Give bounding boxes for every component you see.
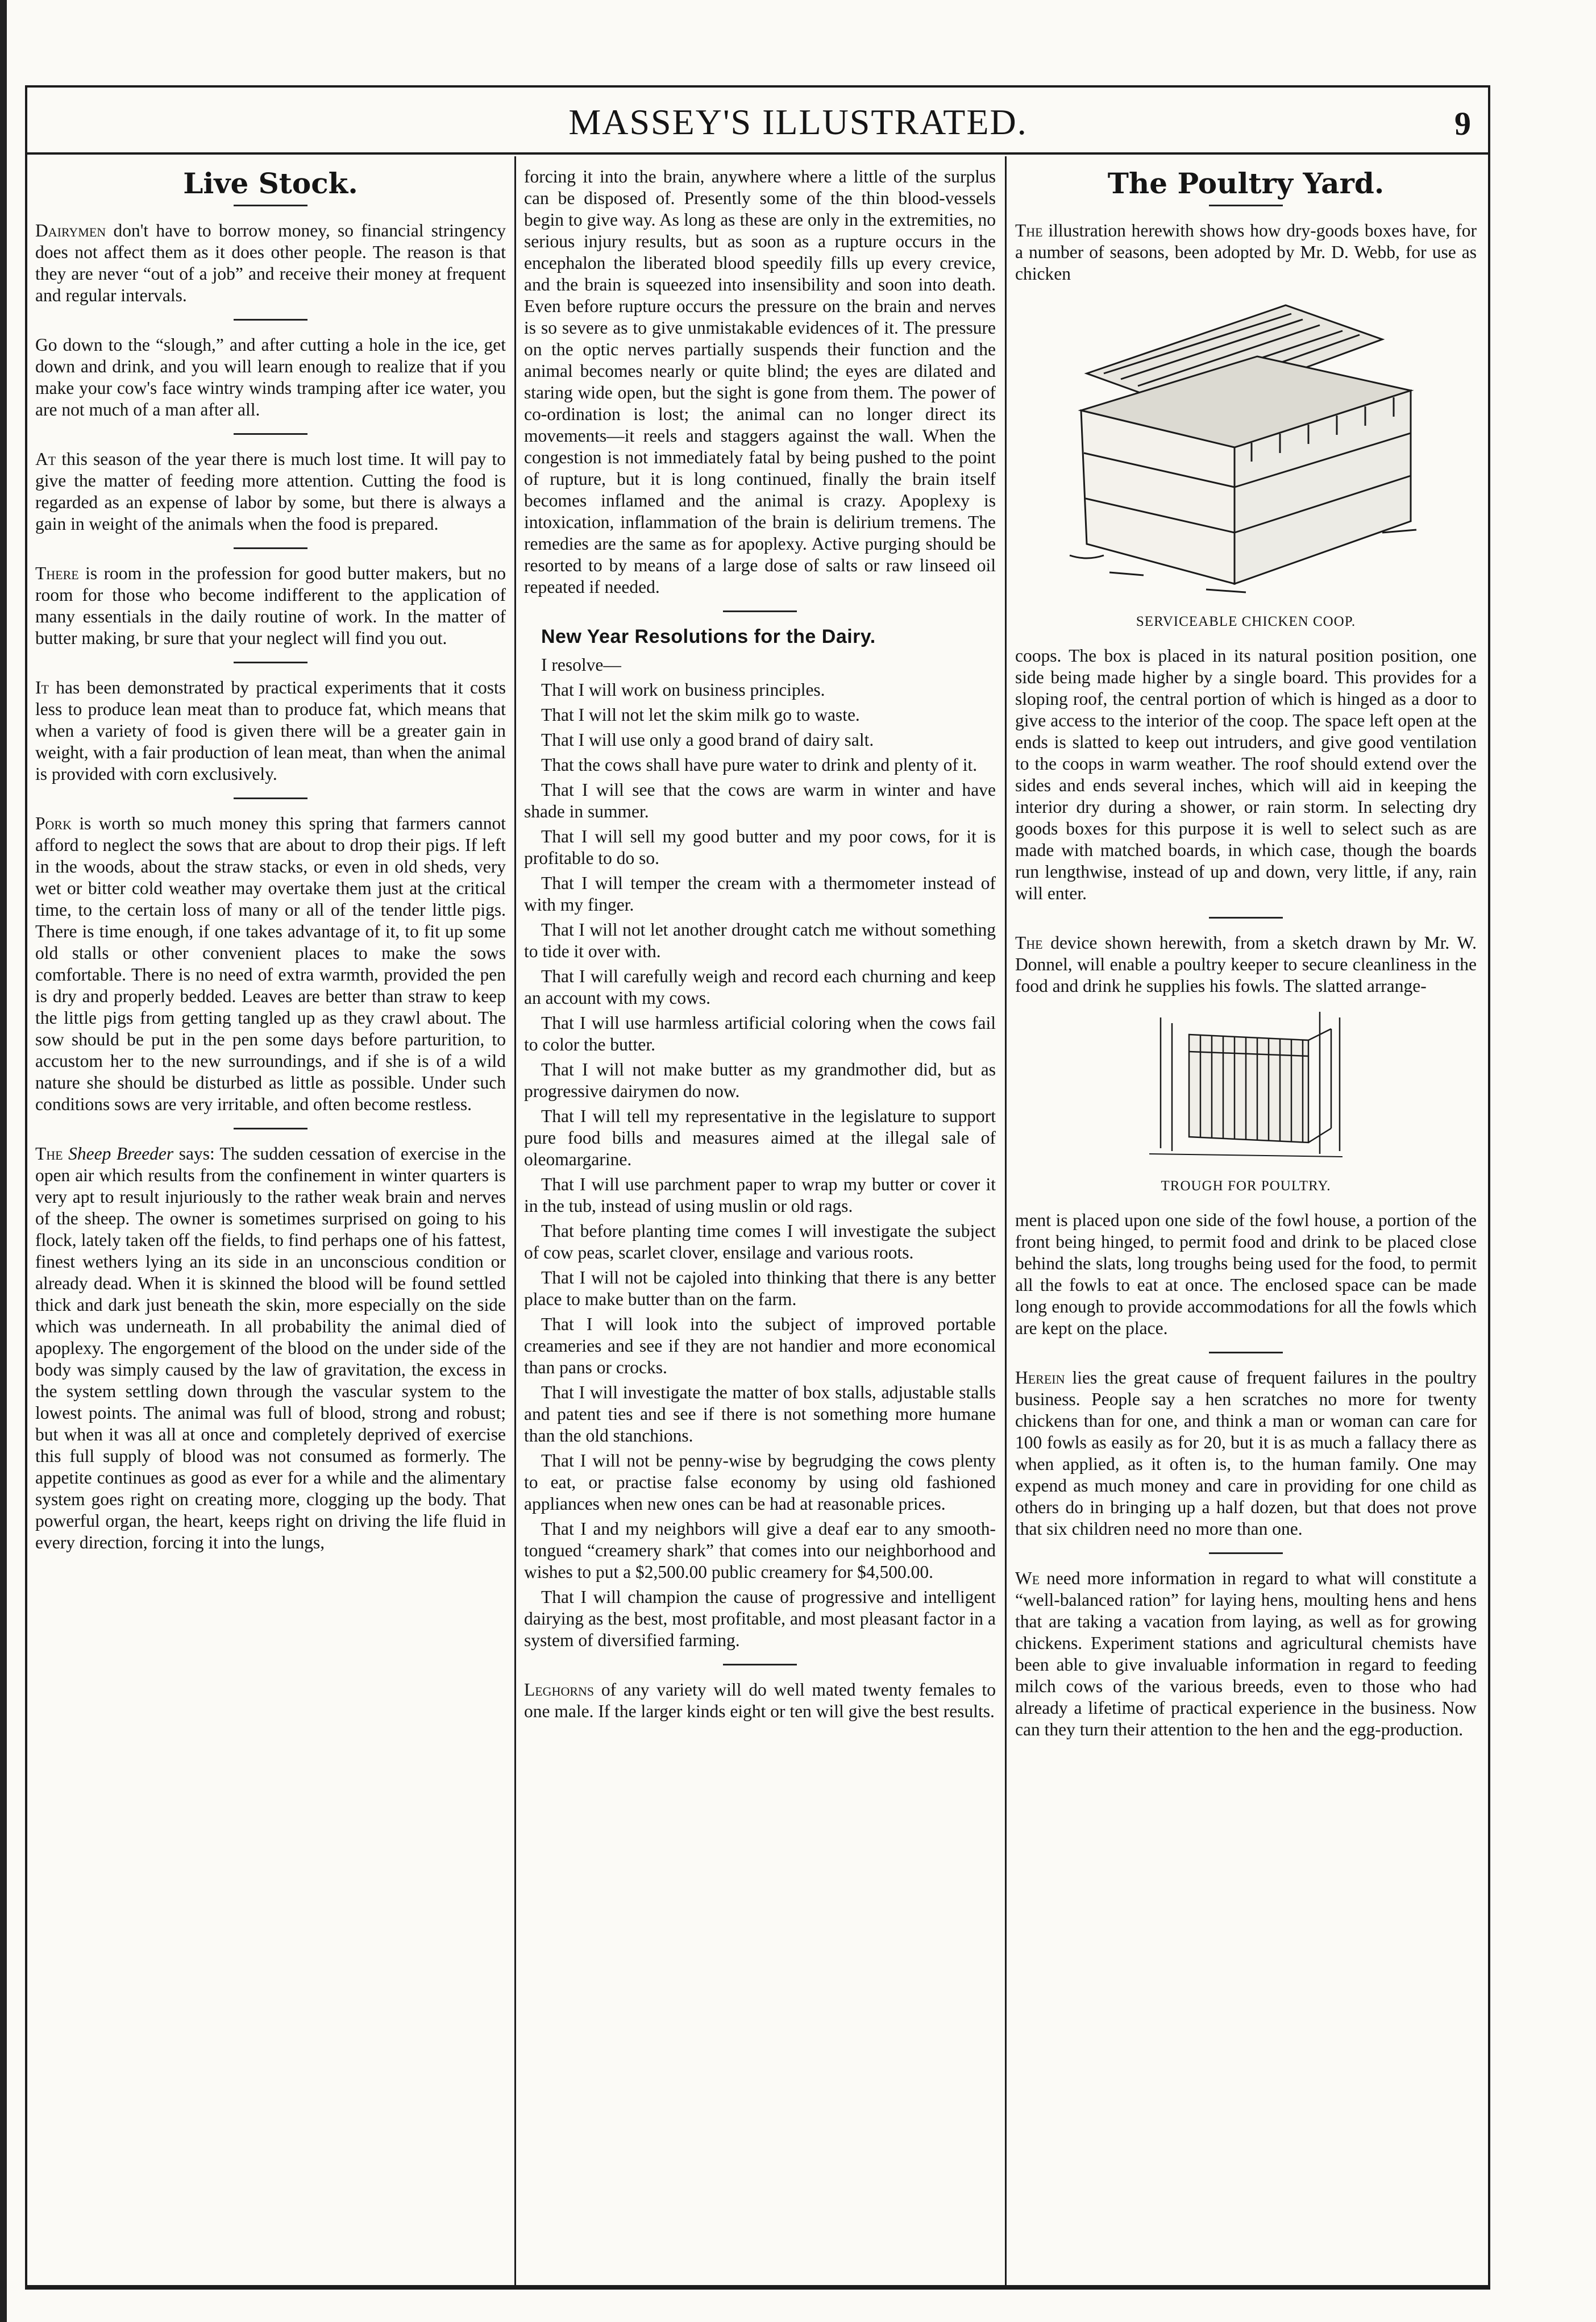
paragraph-dairymen: Dairymen don't have to borrow money, so financial stringency does not affect them as it does other people. The reason is that they are never “out of a job” and receive their money at frequent and regular intervals. [35, 221, 506, 305]
resolution-item: That the cows shall have pure water to drink and plenty of it. [541, 755, 978, 775]
divider [234, 662, 307, 663]
resolution-item: That I will not be penny-wise by begrudging the cows plenty to eat, or practise false economy by using old fashioned appliances when new ones can be had at reasonable prices. [524, 1451, 996, 1514]
chicken-coop-illustration [1064, 288, 1428, 607]
column-dairy [524, 166, 996, 2281]
resolutions-list [524, 654, 996, 1651]
paragraph-trough-intro: The device shown herewith, from a sketch drawn by Mr. W. Donnel, will enable a poultry keeper to secure cleanliness in the food and drink he supplies his fowls. The slatted arrange- [1015, 933, 1477, 996]
resolution-item: That I will not make butter as my grandmother did, but as progressive dairymen do now. [524, 1060, 996, 1101]
resolution-item: That I will work on business principles. [541, 680, 825, 700]
caption-trough: TROUGH FOR POULTRY. [1161, 1178, 1331, 1194]
resolution-item: That I will use harmless artificial coloring when the cows fail to color the butter. [524, 1013, 996, 1054]
divider [234, 547, 307, 549]
section-heading-poultry-yard: The Poultry Yard. [1107, 167, 1385, 200]
divider [723, 1664, 797, 1665]
column-rule-2 [1005, 156, 1007, 2285]
divider [1209, 1352, 1283, 1353]
masthead-rule [25, 152, 1490, 155]
paragraph-chicken-coop-details: coops. The box is placed in its natural position position, one side being made higher by a single board. This provides for a sloping roof, the central portion of which is hinged as a door to give access to the interior of the coop. The space left open at the ends is slatted to keep out intruders, and give good ventilation to the coops in warm weather. The roof should extend over the sides and ends several inches, which will aid in keeping the interior dry during a shower, or rain storm. In selecting dry goods boxes for this purpose it is well to select such as are made with matched boards, in which case, though the boards run lengthwise, instead of up and down, very little, if any, rain will enter. [1015, 646, 1477, 903]
divider [1209, 917, 1283, 919]
resolution-item: That I will temper the cream with a thermometer instead of with my finger. [524, 873, 996, 915]
resolution-item: That I will tell my representative in the legislature to support pure food bills and measures aimed at the illegal sale of oleomargarine. [524, 1106, 996, 1169]
paragraph-pork: Pork is worth so much money this spring that farmers cannot afford to neglect the sows that are about to drop their pigs. If left in the woods, about the straw stacks, or even in old sheds, very wet or bitter cold weather may overtake them just at the critical time, to the certain loss of many or all of the tender little pigs. There is time enough, if one takes advantage of it, to fit up some old stalls or other convenient places to make the sows comfortable. There is no need of extra warmth, provided the pen is dry and properly bedded. Leaves are better than straw to keep the little pigs from getting tangled up as they crawl about. The sow should be put in the pen some days before parturition, to accustom her to the new surroundings, and if she is of a wild nature she should be disturbed as little as possible. Under such conditions sows are very irritable, and often become restless. [35, 813, 506, 1114]
column-rule-1 [514, 156, 516, 2285]
paragraph-slough: Go down to the “slough,” and after cutting a hole in the ice, get down and drink, and you will learn enough to realize that if you make your cow's face wintry winds tramping after ice water, you are not much of a man after all. [35, 335, 506, 419]
resolution-item: That I and my neighbors will give a deaf ear to any smooth-tongued “creamery shark” that comes into our neighborhood and wishes to put a $2,500.00 public creamery for $4,500.00. [524, 1519, 996, 1582]
poultry-trough-illustration [1138, 1000, 1354, 1171]
resolution-item: That I will use only a good brand of dairy salt. [541, 730, 874, 750]
section-heading-live-stock: Live Stock. [183, 167, 358, 200]
resolution-item: That before planting time comes I will investigate the subject of cow peas, scarlet clover, ensilage and various roots. [524, 1221, 996, 1262]
resolution-item: That I will sell my good butter and my poor cows, for it is profitable to do so. [524, 826, 996, 868]
column-poultry-yard [1015, 166, 1477, 2281]
masthead-title: MASSEY'S ILLUSTRATED. [568, 102, 1028, 142]
resolution-item: That I will carefully weigh and record each churning and keep an account with my cows. [524, 966, 996, 1008]
resolution-item: That I will not be cajoled into thinking that there is any better place to make butter than on the farm. [524, 1268, 996, 1309]
resolution-item: That I will investigate the matter of box stalls, adjustable stalls and patent ties and see if there is not something more humane than the old stanchions. [524, 1382, 996, 1445]
paragraph-sheep-breeder: The Sheep Breeder says: The sudden cessation of exercise in the open air which results from the confinement in winter quarters is very apt to result injuriously to the rather weak brain and nerves of the sheep. The owner is sometimes surprised on going to his flock, lately taken off the fields, to find perhaps one of his fattest, finest wethers lying an its side in an unconscious condition or already dead. When it is skinned the blood will be found settled thick and dark just beneath the skin, more especially on the side which was underneath. In all probability the animal died of apoplexy. The engorgement of the blood on the under side of the body was simply caused by the law of gravitation, the excess in the system settling down through the vascular system to the lowest points. The animal was full of blood, strong and robust; but when it was all at once and completely deprived of exercise this full supply of blood was not consumed as formerly. The appetite continues as good as ever for a while and the alimentary system goes right on creating more, clogging up the body. That powerful organ, the heart, keeps right on driving the life fluid in every direction, forcing it into the lungs, [35, 1144, 506, 1552]
page-number: 9 [1454, 105, 1471, 142]
paragraph-chicken-coop-intro: The illustration herewith shows how dry-goods boxes have, for a number of seasons, been adopted by Mr. D. Webb, for use as chicken [1015, 221, 1477, 284]
divider [234, 797, 307, 799]
paragraph-leghorns: Leghorns of any variety will do well mated twenty females to one male. If the larger kinds eight or ten will give the best results. [524, 1680, 996, 1721]
binding-edge [0, 0, 7, 2322]
paragraph-trough-details: ment is placed upon one side of the fowl house, a portion of the front being hinged, to permit food and drink to be placed close behind the slats, long troughs being used for the food, to permit all the fowls to eat at once. The enclosed space can be made long enough to provide accommodations for all the fowls which are kept on the place. [1015, 1210, 1477, 1338]
resolution-item: That I will not let the skim milk go to waste. [541, 705, 860, 725]
divider [1209, 205, 1283, 206]
resolve-intro: I resolve— [541, 655, 621, 675]
paragraph-herein: Herein lies the great cause of frequent failures in the poultry business. People say a hen scratches no more for twenty chickens than for one, and think a man or woman can care for 100 fowls as easily as for 20, but it is as much a fallacy there as when applied, as it often is, to the human family. One may expend as much money and care in providing for one child as others do in bringing up a half dozen, but that does not prove that six children need no more than one. [1015, 1368, 1477, 1539]
divider [723, 610, 797, 612]
paragraph-feeding: At this season of the year there is much lost time. It will pay to give the matter of feeding more attention. Cutting the food is regarded as an expense of labor by some, but there is always a gain in weight of the animals when the food is prepared. [35, 449, 506, 534]
divider [1209, 1552, 1283, 1554]
subheading-new-year-resolutions: New Year Resolutions for the Dairy. [541, 626, 876, 647]
divider [234, 1128, 307, 1129]
paragraph-butter-makers: There is room in the profession for good butter makers, but no room for those who become indifferent to the application of many essentials in the daily routine of work. In the matter of butter making, br sure that your neglect will find you out. [35, 563, 506, 648]
resolution-item: That I will see that the cows are warm in winter and have shade in summer. [524, 780, 996, 821]
paragraph-ration: We need more information in regard to what will constitute a “well-balanced ration” for laying hens, moulting hens and hens that are taking a vacation from laying, as well as for growing chickens. Experiment stations and agricultural chemists have been able to give invaluable information in regard to feeding milch cows of the various breeds, even to those who had already a lifetime of practical experience in the business. Now can they turn their attention to the hen and the egg-production. [1015, 1568, 1477, 1739]
paragraph-apoplexy-continued: forcing it into the brain, anywhere where a little of the surplus can be disposed of. Presently some of the thin blood-vessels begin to give way. As long as these are only in the extremities, no serious injury results, but as soon as a rupture occurs in the encephalon the liberated blood speedily fills up every crevice, and the brain is squeezed into insensibility and soon into death. Even before rupture occurs the pressure on the brain and nerves is so severe as to give unmistakable evidences of it. The pressure on the optic nerves partially suspends their function and the animal becomes nearly or quite blind; the eyes are dilated and staring wide open, but the sight is gone from them. The power of co-ordination is lost; the animal can no longer direct its movements—it reels and staggers against the wall. When the congestion is not immediately fatal by being pushed to the point of rupture, but it is long continued, finally the brain itself becomes inflamed and the animal is crazy. Apoplexy is intoxication, inflammation of the brain is delirium tremens. The remedies are the same as for apoplexy. Active purging should be resorted to by means of a large dose of salts or raw linseed oil repeated if needed. [524, 167, 996, 597]
resolution-item: That I will use parchment paper to wrap my butter or cover it in the tub, instead of using muslin or old rags. [524, 1174, 996, 1216]
divider [234, 205, 307, 206]
caption-chicken-coop: SERVICEABLE CHICKEN COOP. [1136, 614, 1356, 629]
bottom-rule [25, 2285, 1490, 2287]
resolution-item: That I will champion the cause of progressive and intelligent dairying as the best, most profitable, and most pleasant factor in a system of diversified farming. [524, 1587, 996, 1650]
paragraph-lean-meat: It has been demonstrated by practical experiments that it costs less to produce lean meat than to produce fat, which means that when a variety of food is given there will be a greater gain in weight, with a fair production of lean meat, than when the animal is provided with corn exclusively. [35, 678, 506, 784]
resolution-item: That I will look into the subject of improved portable creameries and see if they are not handier and more economical than pans or crocks. [524, 1314, 996, 1377]
resolution-item: That I will not let another drought catch me without something to tide it over with. [524, 920, 996, 961]
column-live-stock [35, 166, 506, 2281]
divider [234, 319, 307, 321]
divider [234, 433, 307, 435]
